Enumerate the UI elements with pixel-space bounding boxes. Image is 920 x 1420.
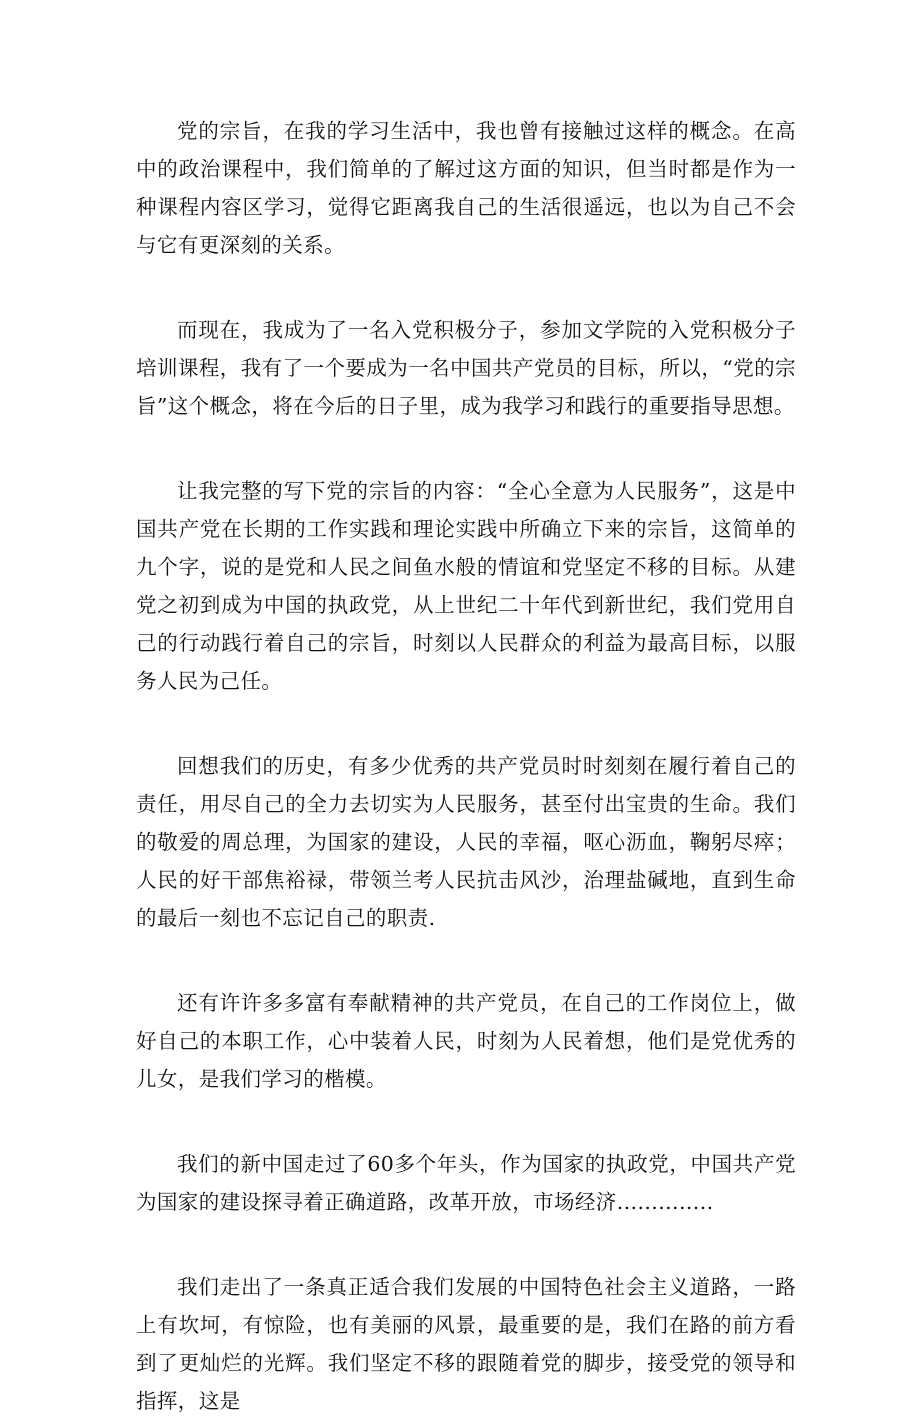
paragraph-7: 我们走出了一条真正适合我们发展的中国特色社会主义道路，一路上有坎坷，有惊险，也有美丽的风景，最重要的是，我们在路的前方看到了更灿烂的光辉。我们坚定不移的跟随着党的脚步，接受党的领导和指挥，这是: [136, 1275, 796, 1413]
paragraph-2: 而现在，我成为了一名入党积极分子，参加文学院的入党积极分子培训课程，我有了一个要成为一名中国共产党员的目标，所以，“党的宗旨”这个概念，将在今后的日子里，成为我学习和践行的重要指导思想。: [136, 318, 796, 418]
paragraph-6: 我们的新中国走过了60多个年头，作为国家的执政党，中国共产党为国家的建设探寻着正确道路，改革开放，市场经济..............: [136, 1152, 796, 1214]
document-body: [136, 112, 796, 1420]
paragraph-1: 党的宗旨，在我的学习生活中，我也曾有接触过这样的概念。在高中的政治课程中，我们简单的了解过这方面的知识，但当时都是作为一种课程内容区学习，觉得它距离我自己的生活很遥远，也以为自己不会与它有更深刻的关系。: [136, 119, 796, 257]
paragraph-4: 回想我们的历史，有多少优秀的共产党员时时刻刻在履行着自己的责任，用尽自己的全力去切实为人民服务，甚至付出宝贵的生命。我们的敬爱的周总理，为国家的建设，人民的幸福，呕心沥血，鞠躬尽瘁；人民的好干部焦裕禄，带领兰考人民抗击风沙，治理盐碱地，直到生命的最后一刻也不忘记自己的职责.: [136, 754, 796, 930]
paragraph-3: 让我完整的写下党的宗旨的内容：“全心全意为人民服务”，这是中国共产党在长期的工作实践和理论实践中所确立下来的宗旨，这简单的九个字，说的是党和人民之间鱼水般的情谊和党坚定不移的目标。从建党之初到成为中国的执政党，从上世纪二十年代到新世纪，我们党用自己的行动践行着自己的宗旨，时刻以人民群众的利益为最高目标，以服务人民为己任。: [136, 479, 796, 693]
paragraph-5: 还有许许多多富有奉献精神的共产党员，在自己的工作岗位上，做好自己的本职工作，心中装着人民，时刻为人民着想，他们是党优秀的儿女，是我们学习的楷模。: [136, 991, 796, 1091]
